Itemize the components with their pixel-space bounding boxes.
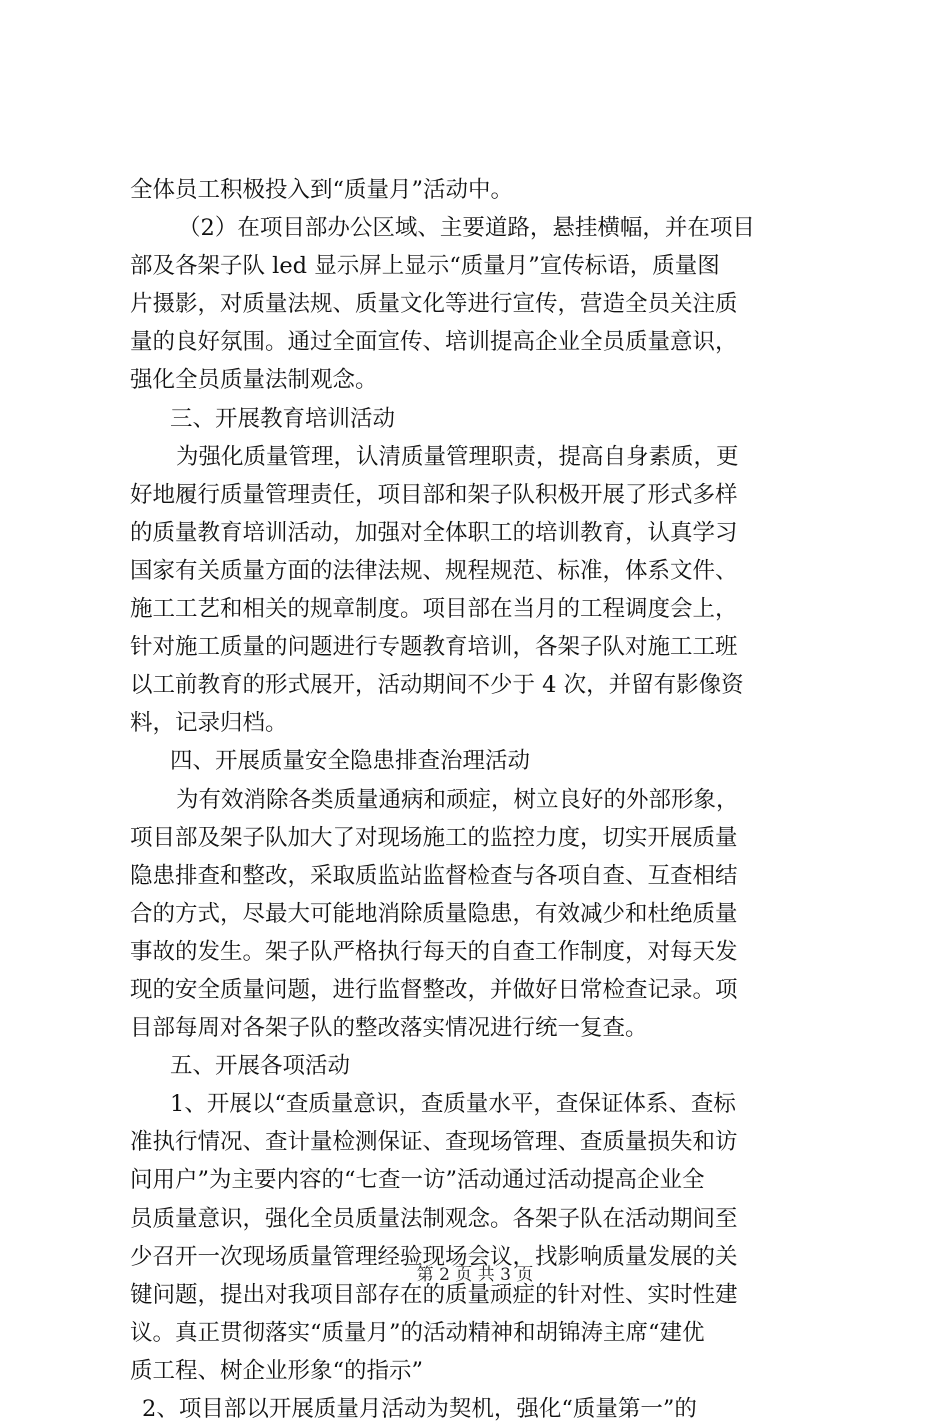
document-body <box>130 171 820 1428</box>
paragraph-line: 部及各架子队 led 显示屏上显示“质量月”宣传标语，质量图 <box>130 253 720 280</box>
paragraph-line: 议。真正贯彻落实“质量月”的活动精神和胡锦涛主席“建优 <box>130 1319 705 1346</box>
paragraph-line: 以工前教育的形式展开，活动期间不少于 4 次，并留有影像资 <box>130 672 744 699</box>
paragraph-line: 事故的发生。架子队严格执行每天的自查工作制度，对每天发 <box>130 938 738 965</box>
page-footer: 第 2 页 共 3 页 <box>416 1265 534 1285</box>
paragraph-line: 强化全员质量法制观念。 <box>130 367 378 394</box>
paragraph-line: 的质量教育培训活动，加强对全体职工的培训教育，认真学习 <box>130 519 738 546</box>
section-heading: 四、开展质量安全隐患排查治理活动 <box>170 748 531 775</box>
paragraph-line: 目部每周对各架子队的整改落实情况进行统一复查。 <box>130 1015 648 1042</box>
paragraph-line: 量的良好氛围。通过全面宣传、培训提高企业全员质量意识， <box>130 329 738 356</box>
paragraph-line: 现的安全质量问题，进行监督整改，并做好日常检查记录。项 <box>130 976 738 1003</box>
paragraph-line: 少召开一次现场质量管理经验现场会议，找影响质量发展的关 <box>130 1243 738 1270</box>
paragraph-line: 2、项目部以开展质量月活动为契机，强化“质量第一”的 <box>142 1396 697 1422</box>
paragraph-line: 合的方式，尽最大可能地消除质量隐患，有效减少和杜绝质量 <box>130 900 738 927</box>
paragraph-line: 好地履行质量管理责任，项目部和架子队积极开展了形式多样 <box>130 481 738 508</box>
section-heading: 三、开展教育培训活动 <box>170 405 396 432</box>
paragraph-line: 1、开展以“查质量意识，查质量水平，查保证体系、查标 <box>170 1091 736 1118</box>
paragraph-line: 员质量意识，强化全员质量法制观念。各架子队在活动期间至 <box>130 1205 738 1232</box>
paragraph-line: 料，记录归档。 <box>130 710 288 737</box>
paragraph-line: 准执行情况、查计量检测保证、查现场管理、查质量损失和访 <box>130 1129 738 1156</box>
paragraph-line: 问用户”为主要内容的“七查一访”活动通过活动提高企业全 <box>130 1167 705 1194</box>
paragraph-line: （2）在项目部办公区域、主要道路，悬挂横幅，并在项目 <box>178 215 755 242</box>
paragraph-line: 全体员工积极投入到“质量月”活动中。 <box>130 177 514 203</box>
paragraph-line: 项目部及架子队加大了对现场施工的监控力度，切实开展质量 <box>130 824 738 851</box>
paragraph-line: 为强化质量管理，认清质量管理职责，提高自身素质，更 <box>176 443 739 470</box>
paragraph-line: 国家有关质量方面的法律法规、规程规范、标准，体系文件、 <box>130 557 738 584</box>
paragraph-line: 隐患排查和整改，采取质监站监督检查与各项自查、互查相结 <box>130 862 738 889</box>
paragraph-line: 为有效消除各类质量通病和顽症，树立良好的外部形象， <box>176 786 739 813</box>
paragraph-line: 片摄影，对质量法规、质量文化等进行宣传，营造全员关注质 <box>130 291 738 318</box>
paragraph-line: 键问题，提出对我项目部存在的质量顽症的针对性、实时性建 <box>130 1281 738 1308</box>
paragraph-line: 施工工艺和相关的规章制度。项目部在当月的工程调度会上， <box>130 596 738 623</box>
paragraph-line: 质工程、树企业形象“的指示” <box>130 1357 424 1384</box>
paragraph-line: 针对施工质量的问题进行专题教育培训，各架子队对施工工班 <box>130 634 738 661</box>
section-heading: 五、开展各项活动 <box>170 1053 351 1080</box>
